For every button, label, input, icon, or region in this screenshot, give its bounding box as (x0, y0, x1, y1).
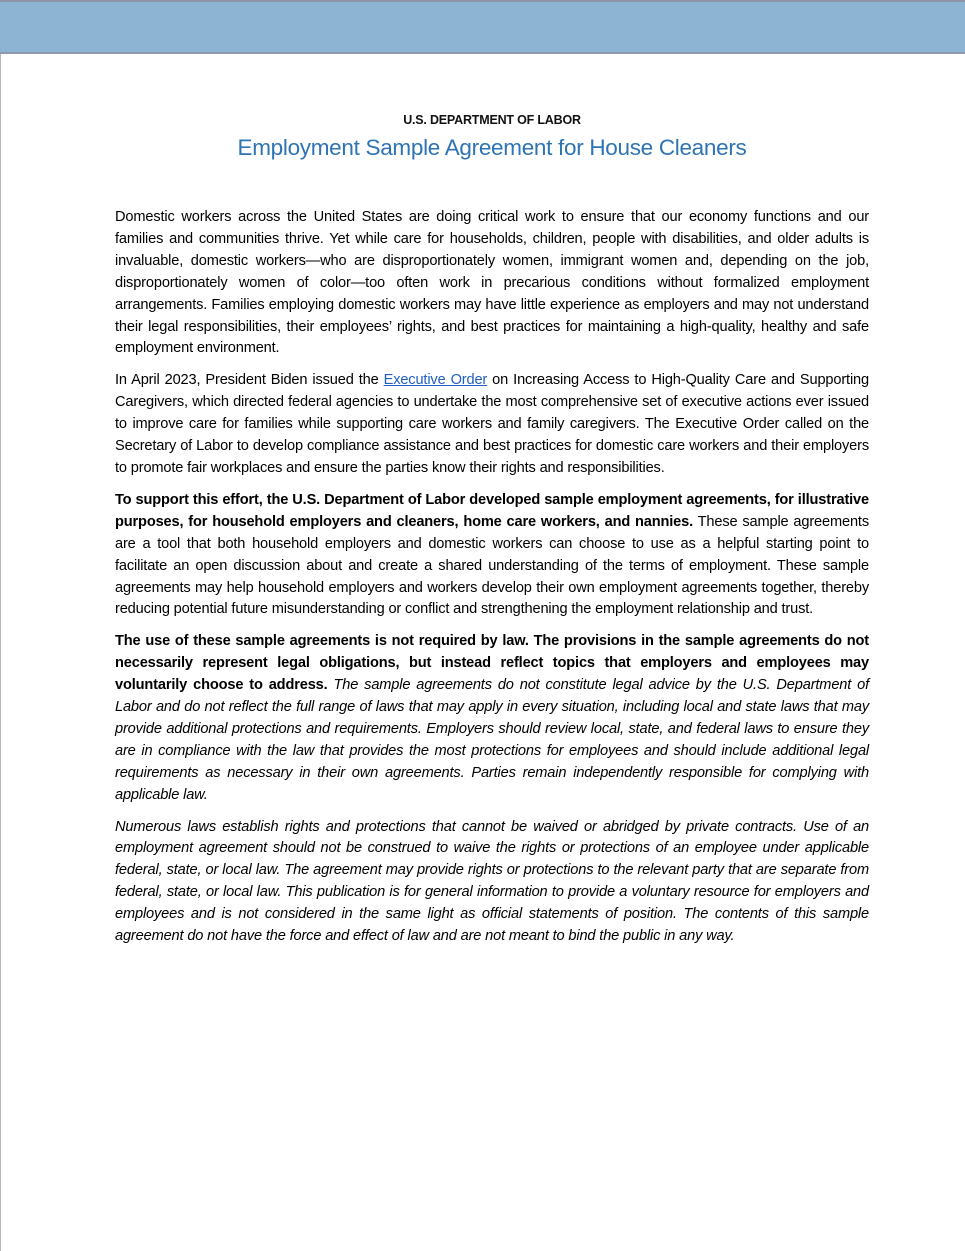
paragraph-text: on Increasing Access to High-Quality Care and Supporting Caregivers, which directed federal agencies to undertake the most comprehensive set of executive actions ever issued to improve care for families while supporting care workers and family caregivers. The Executive Order called on the Secretary of Labor to develop compliance assistance and best practices for domestic care workers and their employers to promote fair workplaces and ensure the parties know their rights and responsibilities. (115, 372, 869, 476)
paragraph-not-required (115, 631, 869, 806)
page-left-border (0, 0, 1, 1251)
page-title: Employment Sample Agreement for House Cleaners (237, 135, 747, 160)
paragraph-intro: Domestic workers across the United States are doing critical work to ensure that our economy functions and our families and communities thrive. Yet while care for households, children, people with disabilities, and older adults is invaluable, domestic workers—who are disproportionately women, immigrant women and, depending on the job, disproportionately women of color—too often work in precarious conditions without formalized employment arrangements. Families employing domestic workers may have little experience as employers and may not understand their legal responsibilities, their employees’ rights, and best practices for maintaining a high-quality, healthy and safe employment environment. (115, 209, 869, 357)
italic-text: The sample agreements do not constitute legal advice by the U.S. Department of Labor and do not reflect the full range of laws that may apply in every situation, including local and state laws that may provide additional protections and requirements. Employers should review local, state, and federal laws to ensure they are in compliance with the law that provides the most protections for employees and should include additional legal requirements as necessary in their own agreements. Parties remain independently responsible for complying with applicable law. (115, 677, 869, 803)
paragraphs (115, 207, 869, 948)
paragraph-disclaimer (115, 817, 869, 948)
paragraph-text: These sample agreements are a tool that both household employers and domestic workers can choose to use as a helpful starting point to facilitate an open discussion about and create a shared understanding of the terms of employment. These sample agreements may help household employers and workers develop their own employment agreements together, thereby reducing potential future misunderstanding or conflict and strengthening the employment relationship and trust. (115, 513, 869, 618)
paragraph-text: In April 2023, President Biden issued the (115, 372, 384, 389)
bold-text: To support this effort, the U.S. Department of Labor developed sample employment agreements, for illustrative purposes, for household employers and cleaners, home care workers, and nannies. (115, 491, 869, 530)
executive-order-link[interactable]: Executive Order (383, 372, 488, 389)
department-name: U.S. DEPARTMENT OF LABOR (403, 113, 581, 127)
paragraph-support-effort (115, 490, 869, 621)
header-bar (0, 0, 965, 54)
document-body (115, 112, 869, 958)
paragraph-executive-order (115, 370, 869, 480)
bold-text: The use of these sample agreements is not required by law. The provisions in the sample agreements do not necessarily represent legal obligations, but instead reflect topics that employers and employees may voluntarily choose to address. (115, 633, 869, 694)
italic-text: Numerous laws establish rights and protections that cannot be waived or abridged by private contracts. Use of an employment agreement should not be construed to waive the rights or protections of an employee under applicable federal, state, or local law. The agreement may provide rights or protections to the relevant party that are separate from federal, state, or local law. This publication is for general information to provide a voluntary resource for employers and employees and is not considered in the same light as official statements of position. The contents of this sample agreement do not have the force and effect of law and are not meant to bind the public in any way. (115, 818, 869, 945)
